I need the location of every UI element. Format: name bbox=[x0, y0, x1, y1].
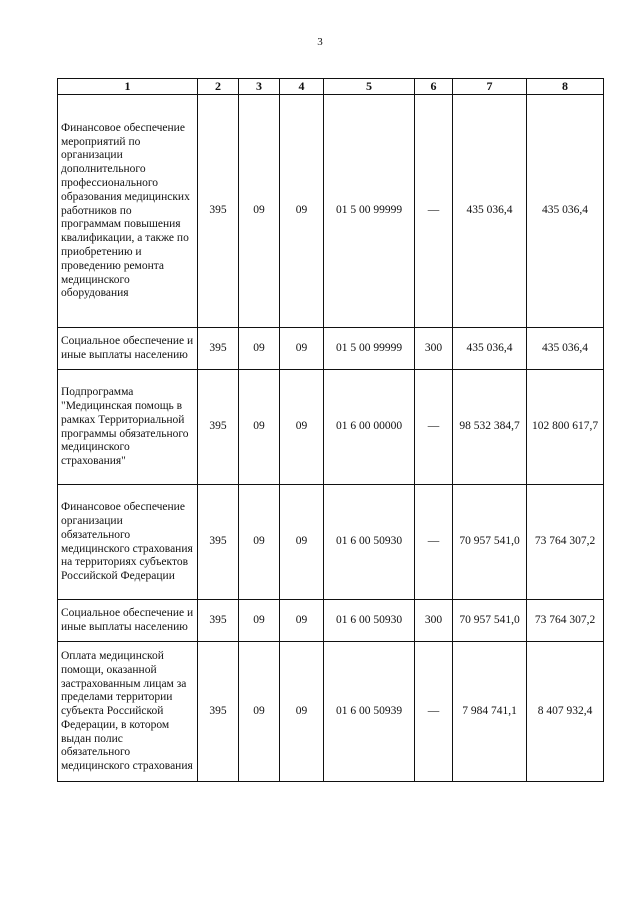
cell-ministry: 395 bbox=[198, 370, 239, 485]
cell-expense-type: — bbox=[415, 485, 453, 600]
cell-expense-type: — bbox=[415, 95, 453, 328]
header-col-2: 2 bbox=[198, 79, 239, 95]
cell-amount-year1: 435 036,4 bbox=[453, 328, 527, 370]
cell-ministry: 395 bbox=[198, 95, 239, 328]
cell-ministry: 395 bbox=[198, 600, 239, 642]
cell-target-article: 01 6 00 50930 bbox=[324, 600, 415, 642]
row-name: Финансовое обеспечение организации обязательного медицинского страхования на территориях субъектов Российской Федерации bbox=[58, 485, 198, 600]
header-col-6: 6 bbox=[415, 79, 453, 95]
cell-amount-year1: 70 957 541,0 bbox=[453, 600, 527, 642]
table-row bbox=[58, 642, 604, 782]
cell-target-article: 01 5 00 99999 bbox=[324, 95, 415, 328]
cell-section: 09 bbox=[239, 600, 280, 642]
cell-section: 09 bbox=[239, 95, 280, 328]
header-row bbox=[58, 79, 604, 95]
cell-amount-year2: 8 407 932,4 bbox=[527, 642, 604, 782]
cell-amount-year1: 98 532 384,7 bbox=[453, 370, 527, 485]
cell-expense-type: — bbox=[415, 642, 453, 782]
budget-table bbox=[57, 78, 604, 782]
header-col-5: 5 bbox=[324, 79, 415, 95]
header-col-7: 7 bbox=[453, 79, 527, 95]
header-col-3: 3 bbox=[239, 79, 280, 95]
cell-amount-year2: 435 036,4 bbox=[527, 328, 604, 370]
cell-section: 09 bbox=[239, 485, 280, 600]
page-number: 3 bbox=[317, 36, 323, 48]
cell-subsection: 09 bbox=[280, 328, 324, 370]
cell-subsection: 09 bbox=[280, 95, 324, 328]
header-col-8: 8 bbox=[527, 79, 604, 95]
cell-target-article: 01 6 00 00000 bbox=[324, 370, 415, 485]
cell-section: 09 bbox=[239, 328, 280, 370]
cell-expense-type: 300 bbox=[415, 600, 453, 642]
cell-amount-year2: 73 764 307,2 bbox=[527, 485, 604, 600]
cell-subsection: 09 bbox=[280, 642, 324, 782]
cell-section: 09 bbox=[239, 642, 280, 782]
cell-amount-year2: 435 036,4 bbox=[527, 95, 604, 328]
cell-ministry: 395 bbox=[198, 328, 239, 370]
table-row bbox=[58, 600, 604, 642]
table-row bbox=[58, 95, 604, 328]
cell-ministry: 395 bbox=[198, 485, 239, 600]
cell-target-article: 01 6 00 50939 bbox=[324, 642, 415, 782]
table-row bbox=[58, 328, 604, 370]
row-name: Социальное обеспечение и иные выплаты населению bbox=[58, 600, 198, 642]
cell-subsection: 09 bbox=[280, 485, 324, 600]
cell-section: 09 bbox=[239, 370, 280, 485]
table-row bbox=[58, 370, 604, 485]
cell-ministry: 395 bbox=[198, 642, 239, 782]
row-name: Оплата медицинской помощи, оказанной застрахованным лицам за пределами территории субъекта Российской Федерации, в котором выдан полис обязательного медицинского страхования bbox=[58, 642, 198, 782]
cell-subsection: 09 bbox=[280, 370, 324, 485]
cell-amount-year2: 73 764 307,2 bbox=[527, 600, 604, 642]
cell-expense-type: — bbox=[415, 370, 453, 485]
row-name: Подпрограмма "Медицинская помощь в рамках Территориальной программы обязательного медицинского страхования" bbox=[58, 370, 198, 485]
cell-amount-year1: 70 957 541,0 bbox=[453, 485, 527, 600]
cell-target-article: 01 6 00 50930 bbox=[324, 485, 415, 600]
cell-amount-year1: 7 984 741,1 bbox=[453, 642, 527, 782]
cell-amount-year2: 102 800 617,7 bbox=[527, 370, 604, 485]
header-col-4: 4 bbox=[280, 79, 324, 95]
table-row bbox=[58, 485, 604, 600]
header-col-1: 1 bbox=[58, 79, 198, 95]
cell-target-article: 01 5 00 99999 bbox=[324, 328, 415, 370]
row-name: Социальное обеспечение и иные выплаты населению bbox=[58, 328, 198, 370]
cell-expense-type: 300 bbox=[415, 328, 453, 370]
cell-subsection: 09 bbox=[280, 600, 324, 642]
cell-amount-year1: 435 036,4 bbox=[453, 95, 527, 328]
row-name: Финансовое обеспечение мероприятий по организации дополнительного профессионального образования медицинских работников по программам повышения квалификации, а также по приобретению и проведению ремонта медицинского оборудования bbox=[58, 95, 198, 328]
